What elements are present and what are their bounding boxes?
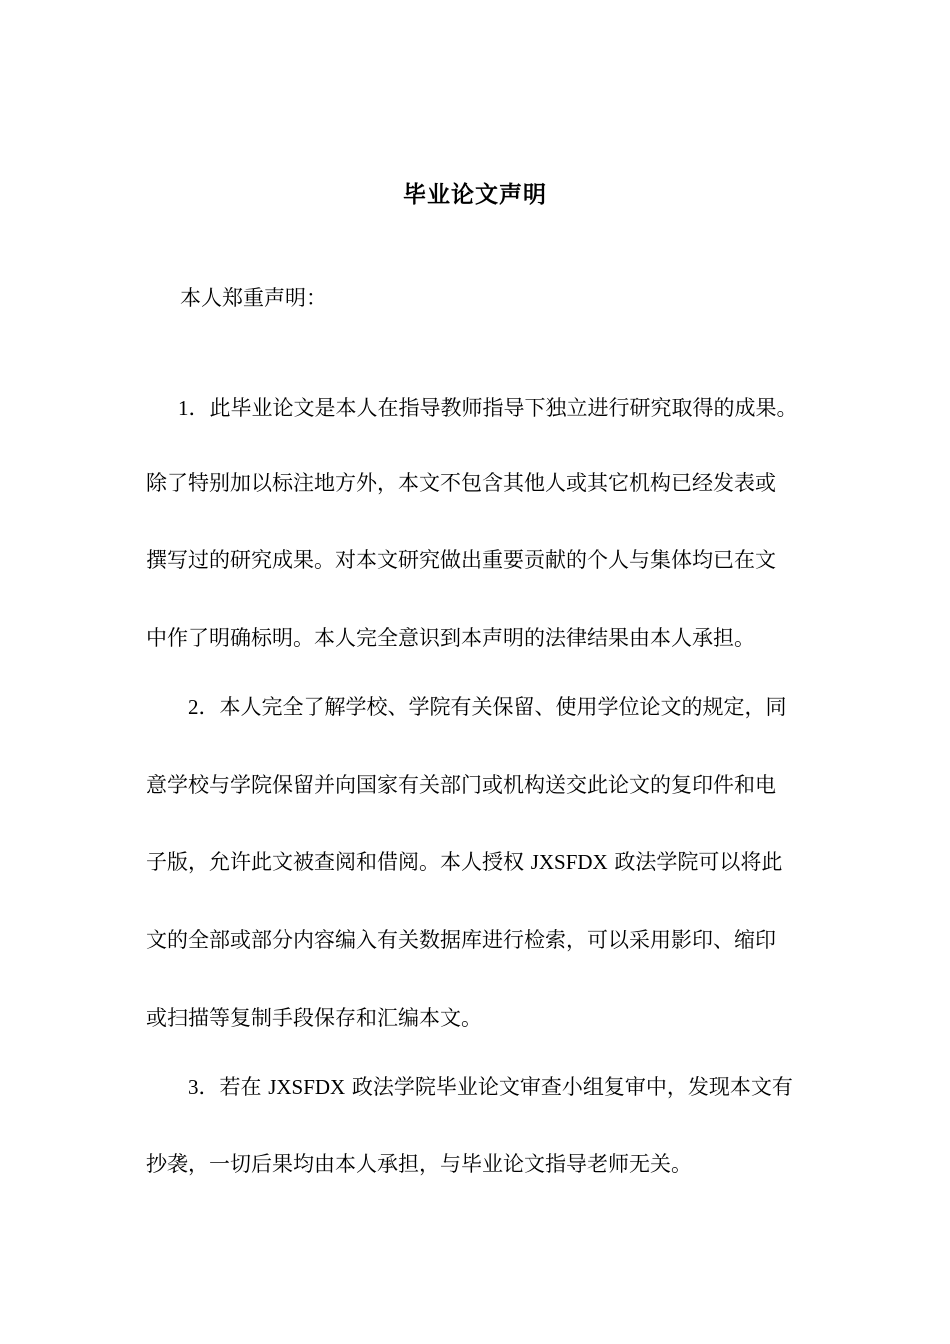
page-title: 毕业论文声明: [403, 182, 547, 208]
item2-text-3a: 子版，允许此文被查阅和借阅。本人授权: [146, 850, 531, 874]
item2-line4: 文的全部或部分内容编入有关数据库进行检索，可以采用影印、缩印: [146, 928, 776, 952]
item3-text-1a: 若在: [219, 1075, 269, 1099]
item1-line4: 中作了明确标明。本人完全意识到本声明的法律结果由本人承担。: [146, 626, 755, 650]
item3-text-1b: JXSFDX: [268, 1075, 346, 1099]
intro-line: 本人郑重声明：: [180, 286, 327, 310]
item1-line3: 撰写过的研究成果。对本文研究做出重要贡献的个人与集体均已在文: [146, 548, 776, 572]
item1-line2: 除了特别加以标注地方外，本文不包含其他人或其它机构已经发表或: [146, 471, 776, 495]
item2-text-3b: JXSFDX: [530, 850, 608, 874]
item3-text-1c: 政法学院毕业论文审查小组复审中，发现本文有: [345, 1075, 793, 1099]
item2-line5: 或扫描等复制手段保存和汇编本文。: [146, 1006, 482, 1030]
item2-number: 2．: [188, 695, 220, 719]
item2-text-3c: 政法学院可以将此: [607, 850, 783, 874]
item3-number: 3．: [188, 1075, 220, 1099]
item3-line2: 抄袭，一切后果均由本人承担，与毕业论文指导老师无关。: [146, 1152, 692, 1176]
item1-text-1: 此毕业论文是本人在指导教师指导下独立进行研究取得的成果。: [209, 396, 798, 420]
item2-line3: [146, 847, 782, 877]
item2-line2: 意学校与学院保留并向国家有关部门或机构送交此论文的复印件和电: [146, 773, 776, 797]
item3-line1: [188, 1072, 793, 1102]
item1-line1: [178, 393, 798, 423]
item1-number: 1．: [178, 396, 210, 420]
item2-text-1: 本人完全了解学校、学院有关保留、使用学位论文的规定，同: [219, 695, 787, 719]
item2-line1: [188, 692, 787, 722]
